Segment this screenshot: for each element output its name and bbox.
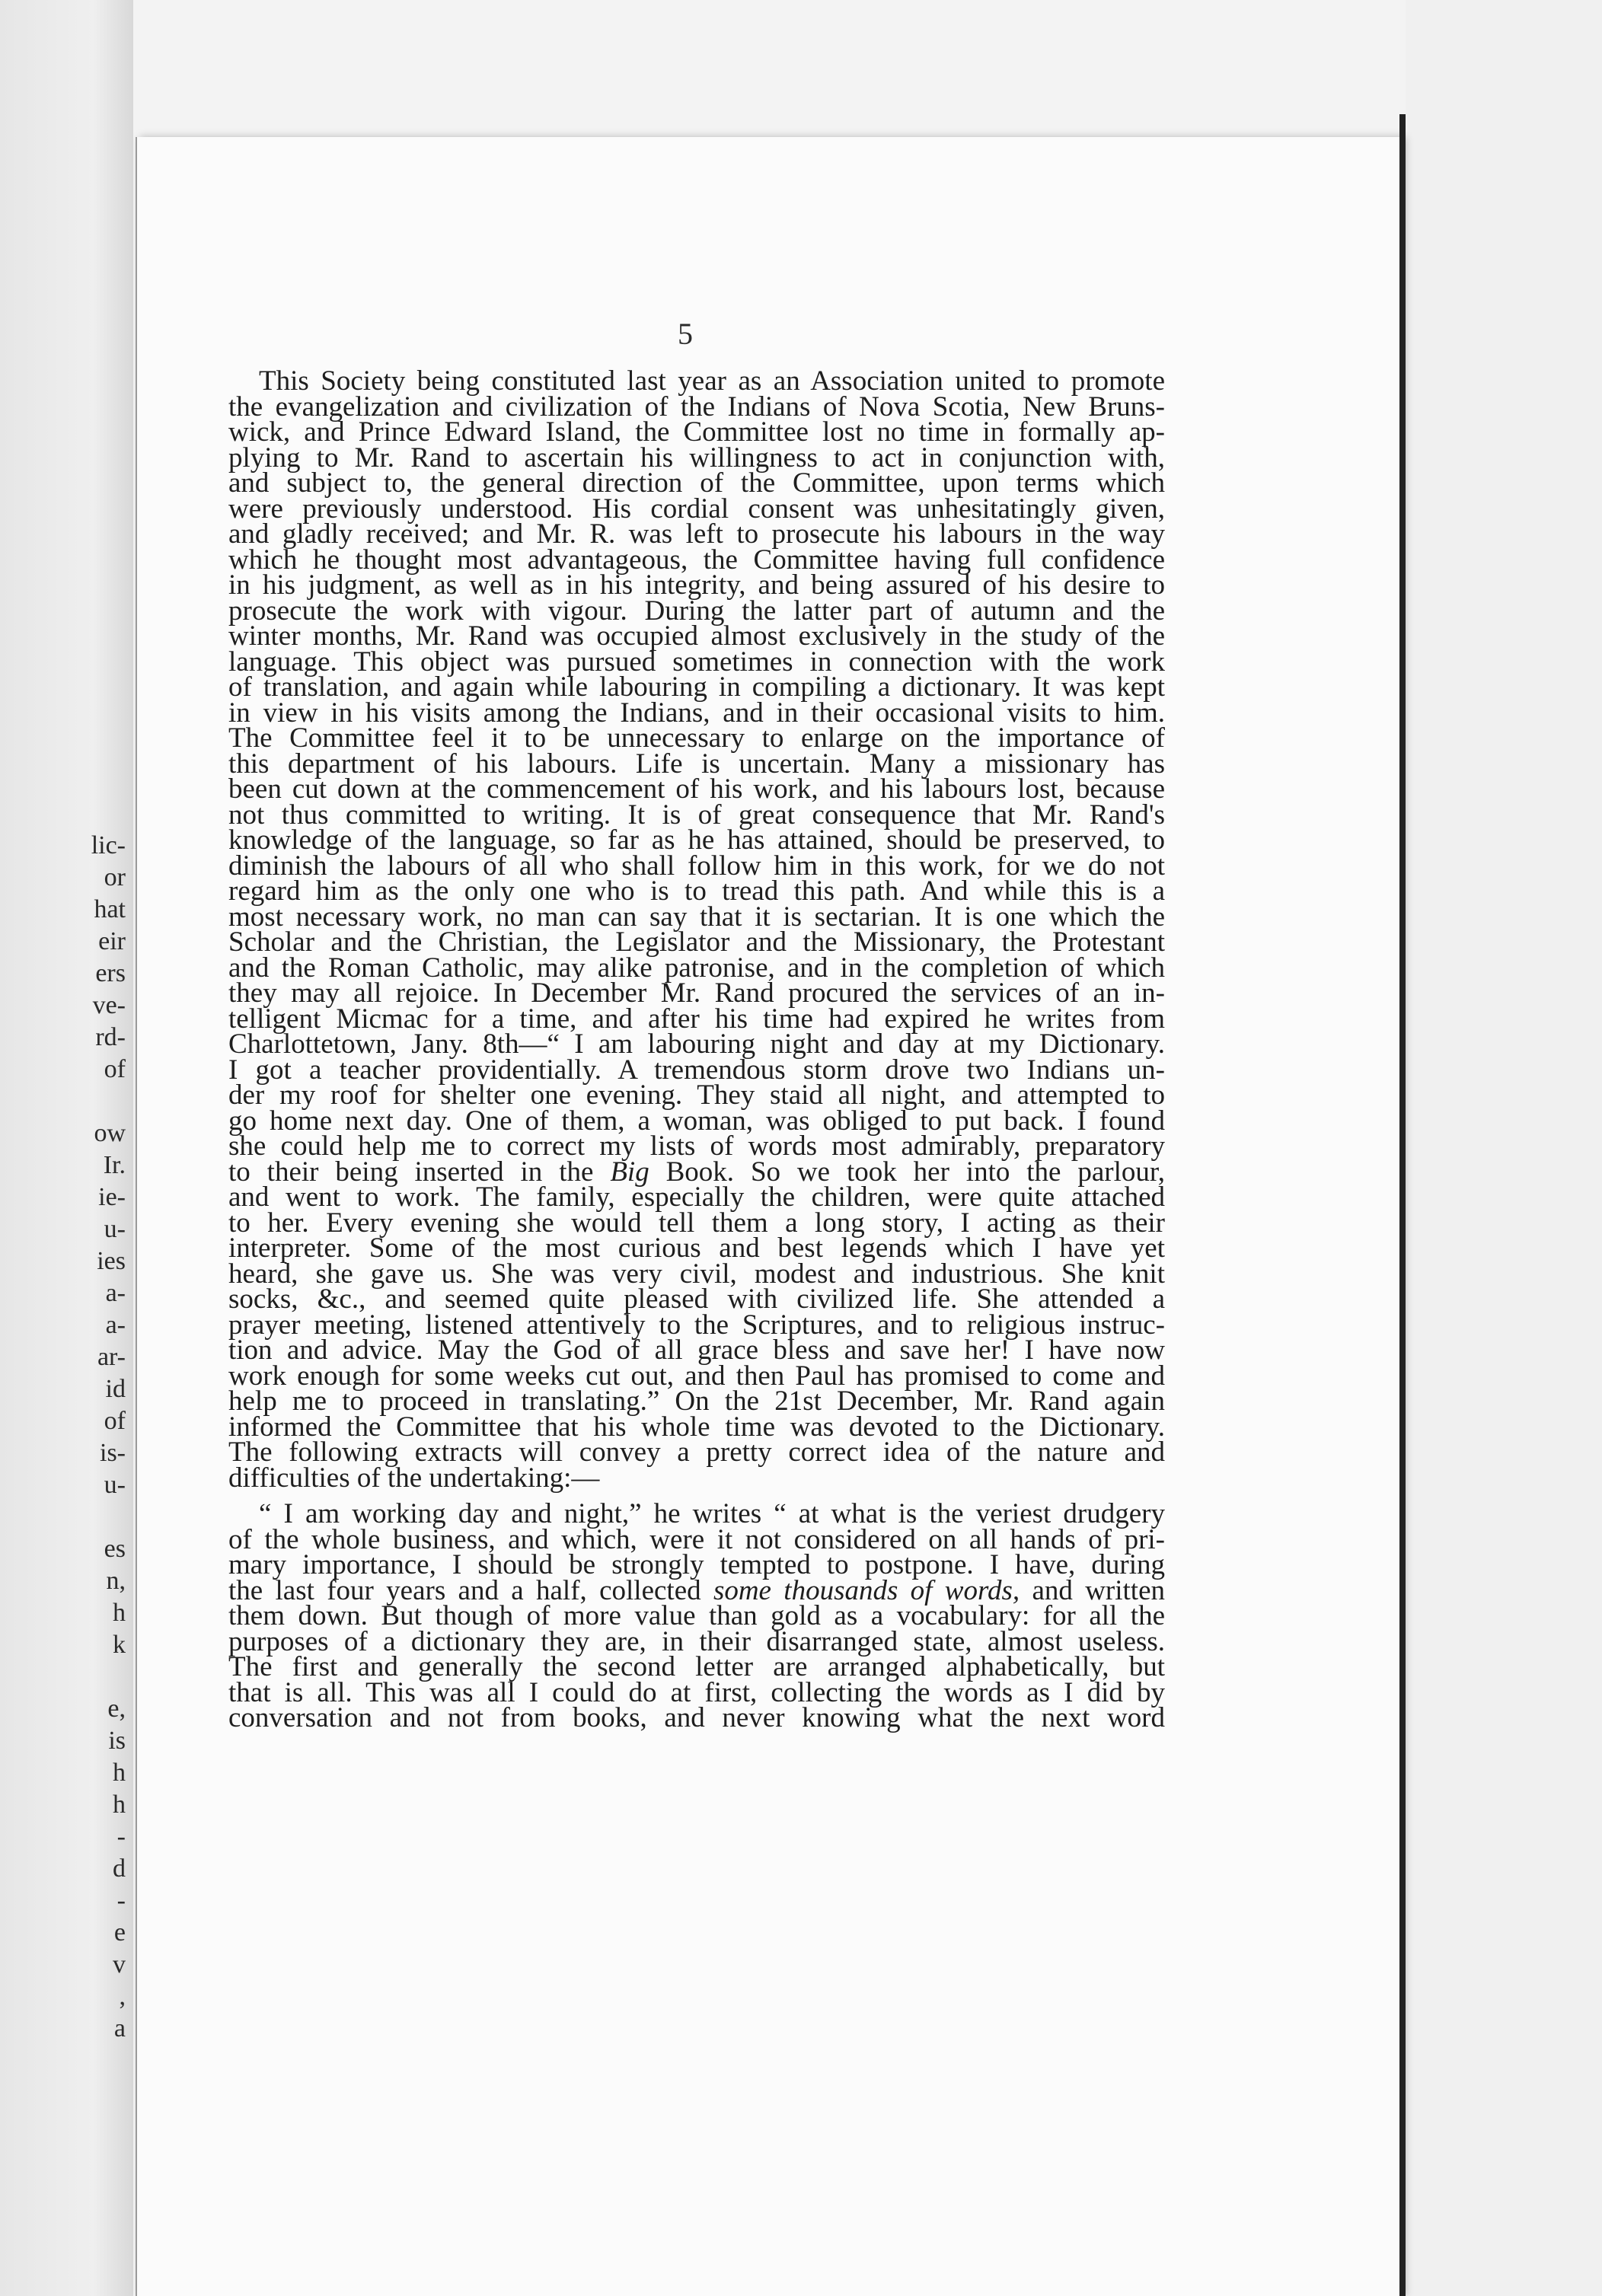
text-line: This Society being constituted last year as an Association united to promote [259,365,1165,397]
left-fragment: a [113,2014,126,2042]
right-background [1406,0,1602,2296]
text-line [228,1156,1165,1188]
text-line: they may all rejoice. In December Mr. Rand procured the services of an in- [228,977,1165,1009]
text-span: Book. So we took her into the parlour, [649,1156,1165,1188]
text-line: the evangelization and civilization of the Indians of Nova Scotia, New Bruns- [228,391,1165,423]
left-fragment: of [104,1055,126,1083]
left-fragment: hat [94,895,126,923]
text-span: and written [1020,1574,1165,1606]
text-line: work enough for some weeks cut out, and then Paul has promised to come and [228,1360,1165,1392]
left-fragment: - [116,1886,126,1915]
left-fragment: ow [94,1119,126,1147]
text-line: regard him as the only one who is to tread this path. And while this is a [228,875,1165,907]
text-line: I got a teacher providentially. A tremendous storm drove two Indians un- [228,1054,1165,1086]
text-line: to her. Every evening she would tell them a long story, I acting as their [228,1207,1165,1239]
italic-text: some thousands of words, [713,1574,1020,1606]
text-line: conversation and not from books, and never knowing what the next word [228,1702,1165,1733]
left-page-text-fragments [72,830,126,2045]
page-edge-shadow [1399,114,1406,2296]
left-fragment: ve- [92,991,126,1019]
body-text [228,365,1165,1733]
left-fragment: ie- [98,1183,126,1211]
text-line: The first and generally the second letter are arranged alphabetically, but [228,1651,1165,1682]
text-line: most necessary work, no man can say that it is sectarian. It is one which the [228,901,1165,933]
text-line: knowledge of the language, so far as he has attained, should be preserved, to [228,824,1165,856]
left-fragment: is [108,1727,126,1755]
left-fragment: - [116,1822,126,1851]
left-fragment: e [113,1918,126,1947]
left-fragment: Ir. [103,1151,126,1179]
paragraph-1 [228,365,1165,1494]
left-fragment: ers [95,959,126,987]
left-fragment: ar- [97,1343,126,1371]
text-line: difficulties of the undertaking:— [228,1462,600,1494]
text-line: The Committee feel it to be unnecessary to enlarge on the importance of [228,722,1165,754]
page-number: 5 [678,317,693,351]
text-line: of translation, and again while labouring in compiling a dictionary. It was kept [228,671,1165,703]
text-line: mary importance, I should be strongly tempted to postpone. I have, during [228,1549,1165,1580]
text-line: not thus committed to writing. It is of great consequence that Mr. Rand's [228,799,1165,831]
left-fragment: h [113,1759,126,1787]
text-line: in view in his visits among the Indians, and in their occasional visits to him. [228,697,1165,729]
left-fragment: k [113,1631,126,1659]
left-fragment [72,1501,126,1533]
text-line: purposes of a dictionary they are, in their disarranged state, almost useless. [228,1625,1165,1657]
text-line: The following extracts will convey a pretty correct idea of the nature and [228,1437,1165,1468]
left-fragment [72,1086,126,1118]
text-line: were previously understood. His cordial consent was unhesitatingly given, [228,493,1165,525]
text-span: to their being inserted in the [228,1156,611,1188]
left-fragment: a- [105,1311,126,1339]
text-line: wick, and Prince Edward Island, the Committee lost no time in formally ap- [228,416,1165,448]
text-line: socks, &c., and seemed quite pleased with civilized life. She attended a [228,1284,1165,1315]
left-fragment [72,1661,126,1693]
text-line: which he thought most advantageous, the Committee having full confidence [228,544,1165,576]
text-line: this department of his labours. Life is uncertain. Many a missionary has [228,748,1165,780]
text-line: prayer meeting, listened attentively to the Scriptures, and to religious instruc- [228,1309,1165,1341]
text-line: in his judgment, as well as in his integrity, and being assured of his desire to [228,569,1165,601]
text-line: informed the Committee that his whole time was devoted to the Dictionary. [228,1411,1165,1443]
text-line: prosecute the work with vigour. During the latter part of autumn and the [228,595,1165,627]
text-line: and gladly received; and Mr. R. was left to prosecute his labours in the way [228,518,1165,550]
text-line: heard, she gave us. She was very civil, modest and industrious. She knit [228,1258,1165,1290]
left-fragment: eir [98,927,126,955]
left-fragment: es [104,1535,126,1563]
text-line: tion and advice. May the God of all grace bless and save her! I have now [228,1335,1165,1366]
left-fragment: u- [104,1215,126,1243]
left-fragment: n, [106,1567,126,1595]
left-fragment: rd- [95,1023,126,1051]
left-fragment: id [105,1375,126,1403]
text-line: “ I am working day and night,” he writes “ at what is the veriest drudgery [259,1498,1165,1529]
left-fragment: or [104,863,126,891]
text-line: help me to proceed in translating.” On the 21st December, Mr. Rand again [228,1386,1165,1417]
text-line: been cut down at the commencement of his work, and his labours lost, because [228,773,1165,805]
text-line [228,1574,1165,1606]
text-line: go home next day. One of them, a woman, was obliged to put back. I found [228,1105,1165,1137]
text-line: and subject to, the general direction of the Committee, upon terms which [228,467,1165,499]
text-line: them down. But though of more value than gold as a vocabulary: for all the [228,1600,1165,1631]
text-line: language. This object was pursued sometimes in connection with the work [228,646,1165,678]
text-line: Charlottetown, Jany. 8th—“ I am labouring night and day at my Dictionary. [228,1028,1165,1060]
left-fragment: h [113,1599,126,1627]
left-fragment: lic- [91,831,126,859]
text-line: Scholar and the Christian, the Legislator and the Missionary, the Protestant [228,926,1165,958]
italic-text: Big [610,1156,649,1188]
left-fragment: is- [100,1439,126,1467]
text-line: and the Roman Catholic, may alike patronise, and in the completion of which [228,952,1165,984]
text-line: winter months, Mr. Rand was occupied almost exclusively in the study of the [228,620,1165,652]
left-fragment: e, [107,1695,126,1723]
paragraph-2 [228,1498,1165,1733]
text-line: telligent Micmac for a time, and after his time had expired he writes from [228,1003,1165,1035]
left-fragment: of [104,1407,126,1435]
text-line: diminish the labours of all who shall follow him in this work, for we do not [228,850,1165,882]
left-fragment: v [113,1950,126,1979]
left-fragment: , [119,1982,126,2011]
text-line: she could help me to correct my lists of words most admirably, preparatory [228,1130,1165,1162]
left-fragment: u- [104,1471,126,1499]
text-span: the last four years and a half, collected [228,1574,713,1606]
text-line: interpreter. Some of the most curious and best legends which I have yet [228,1233,1165,1264]
left-fragment: d [113,1854,126,1883]
text-line: der my roof for shelter one evening. They staid all night, and attempted to [228,1079,1165,1111]
text-line: that is all. This was all I could do at first, collecting the words as I did by [228,1676,1165,1708]
left-fragment: a- [105,1279,126,1307]
left-fragment: h [113,1791,126,1819]
text-line: of the whole business, and which, were it not considered on all hands of pri- [228,1523,1165,1555]
text-line: plying to Mr. Rand to ascertain his willingness to act in conjunction with, [228,442,1165,474]
text-line: and went to work. The family, especially the children, were quite attached [228,1181,1165,1213]
left-fragment: ies [97,1247,126,1275]
